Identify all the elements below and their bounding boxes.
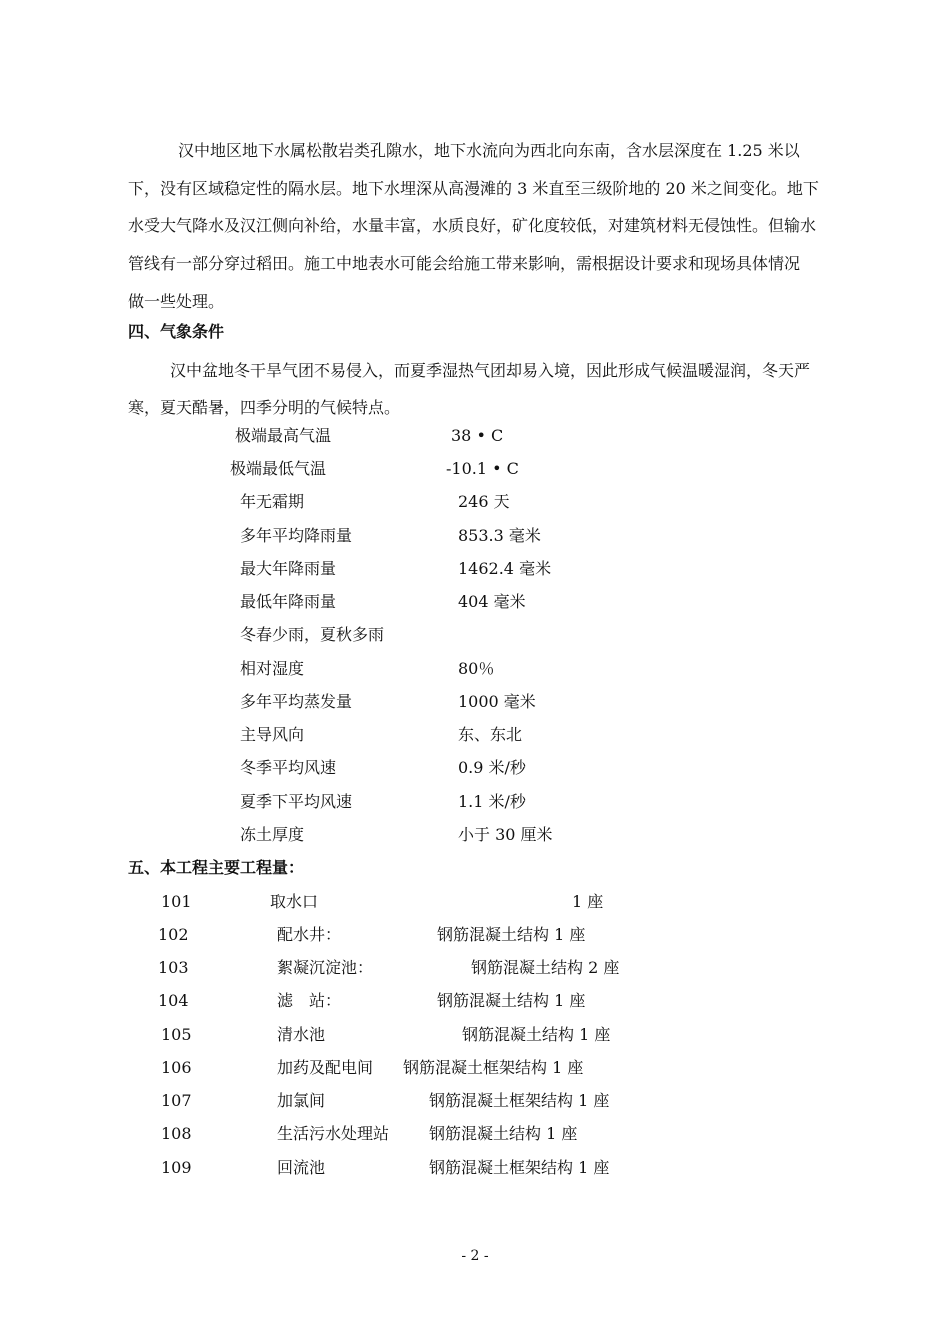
climate-value: 38 • C	[451, 426, 504, 445]
quantities-heading: 五、本工程主要工程量：	[128, 858, 305, 877]
climate-value: 小于 30 厘米	[458, 825, 553, 844]
quantity-name: 回流池	[277, 1158, 326, 1177]
climate-label: 冬季平均风速	[240, 758, 337, 777]
groundwater-line-2: 下，没有区域稳定性的隔水层。地下水埋深从高漫滩的 3 米直至三级阶地的 20 米之间变化。地下	[128, 179, 819, 198]
climate-value: 1000 毫米	[458, 692, 536, 711]
climate-label: 冬春少雨，夏秋多雨	[240, 625, 385, 644]
climate-label: 年无霜期	[240, 492, 305, 511]
quantity-code: 108	[161, 1124, 192, 1143]
quantity-code: 105	[161, 1025, 192, 1044]
quantity-name: 取水口	[270, 892, 319, 911]
quantity-desc: 钢筋混凝土结构 1 座	[437, 991, 586, 1010]
climate-label: 多年平均蒸发量	[240, 692, 353, 711]
quantity-desc: 钢筋混凝土框架结构 1 座	[429, 1091, 610, 1110]
climate-value: 1.1 米/秒	[458, 792, 526, 811]
quantity-code: 103	[158, 958, 189, 977]
climate-value: 853.3 毫米	[458, 526, 541, 545]
climate-label: 多年平均降雨量	[240, 526, 353, 545]
quantity-code: 106	[161, 1058, 192, 1077]
quantity-code: 101	[161, 892, 192, 911]
climate-value: 246 天	[458, 492, 510, 511]
quantity-name: 絮凝沉淀池：	[277, 958, 374, 977]
climate-value: 80％	[458, 659, 495, 678]
quantity-name: 加药及配电间	[277, 1058, 374, 1077]
quantity-name: 配水井：	[277, 925, 342, 944]
climate-value: 0.9 米/秒	[458, 758, 526, 777]
quantity-name: 生活污水处理站	[277, 1124, 390, 1143]
climate-value: 东、东北	[458, 725, 523, 744]
groundwater-line-3: 水受大气降水及汉江侧向补给，水量丰富，水质良好，矿化度较低，对建筑材料无侵蚀性。但输水	[128, 216, 817, 235]
climate-label: 极端最低气温	[230, 459, 327, 478]
groundwater-line-5: 做一些处理。	[128, 292, 225, 311]
page-number: - 2 -	[461, 1248, 489, 1264]
groundwater-line-4: 管线有一部分穿过稻田。施工中地表水可能会给施工带来影响，需根据设计要求和现场具体情况	[128, 254, 801, 273]
climate-label: 冻土厚度	[240, 825, 305, 844]
climate-value: 1462.4 毫米	[458, 559, 552, 578]
climate-heading: 四、气象条件	[128, 322, 225, 341]
climate-value: -10.1 • C	[446, 459, 519, 478]
quantity-desc: 钢筋混凝土结构 1 座	[437, 925, 586, 944]
quantity-desc: 钢筋混凝土结构 1 座	[429, 1124, 578, 1143]
groundwater-line-1: 汉中地区地下水属松散岩类孔隙水，地下水流向为西北向东南，含水层深度在 1.25 米以	[178, 141, 800, 160]
quantity-desc: 1 座	[572, 892, 604, 911]
quantity-desc: 钢筋混凝土结构 2 座	[471, 958, 620, 977]
climate-intro-line-1: 汉中盆地冬干旱气团不易侵入，而夏季湿热气团却易入境，因此形成气候温暖湿润，冬天严	[170, 361, 811, 380]
climate-label: 最大年降雨量	[240, 559, 337, 578]
climate-value: 404 毫米	[458, 592, 526, 611]
quantity-desc: 钢筋混凝土框架结构 1 座	[429, 1158, 610, 1177]
quantity-code: 102	[158, 925, 189, 944]
quantity-code: 104	[158, 991, 189, 1010]
climate-label: 主导风向	[240, 725, 305, 744]
climate-label: 极端最高气温	[235, 426, 332, 445]
climate-label: 相对湿度	[240, 659, 305, 678]
quantity-name: 清水池	[277, 1025, 326, 1044]
climate-label: 夏季下平均风速	[240, 792, 353, 811]
quantity-desc: 钢筋混凝土结构 1 座	[462, 1025, 611, 1044]
quantity-code: 109	[161, 1158, 192, 1177]
climate-label: 最低年降雨量	[240, 592, 337, 611]
climate-intro-line-2: 寒，夏天酷暑，四季分明的气候特点。	[128, 398, 401, 417]
quantity-name: 滤 站：	[277, 991, 342, 1010]
quantity-name: 加氯间	[277, 1091, 326, 1110]
quantity-code: 107	[161, 1091, 192, 1110]
quantity-desc: 钢筋混凝土框架结构 1 座	[403, 1058, 584, 1077]
